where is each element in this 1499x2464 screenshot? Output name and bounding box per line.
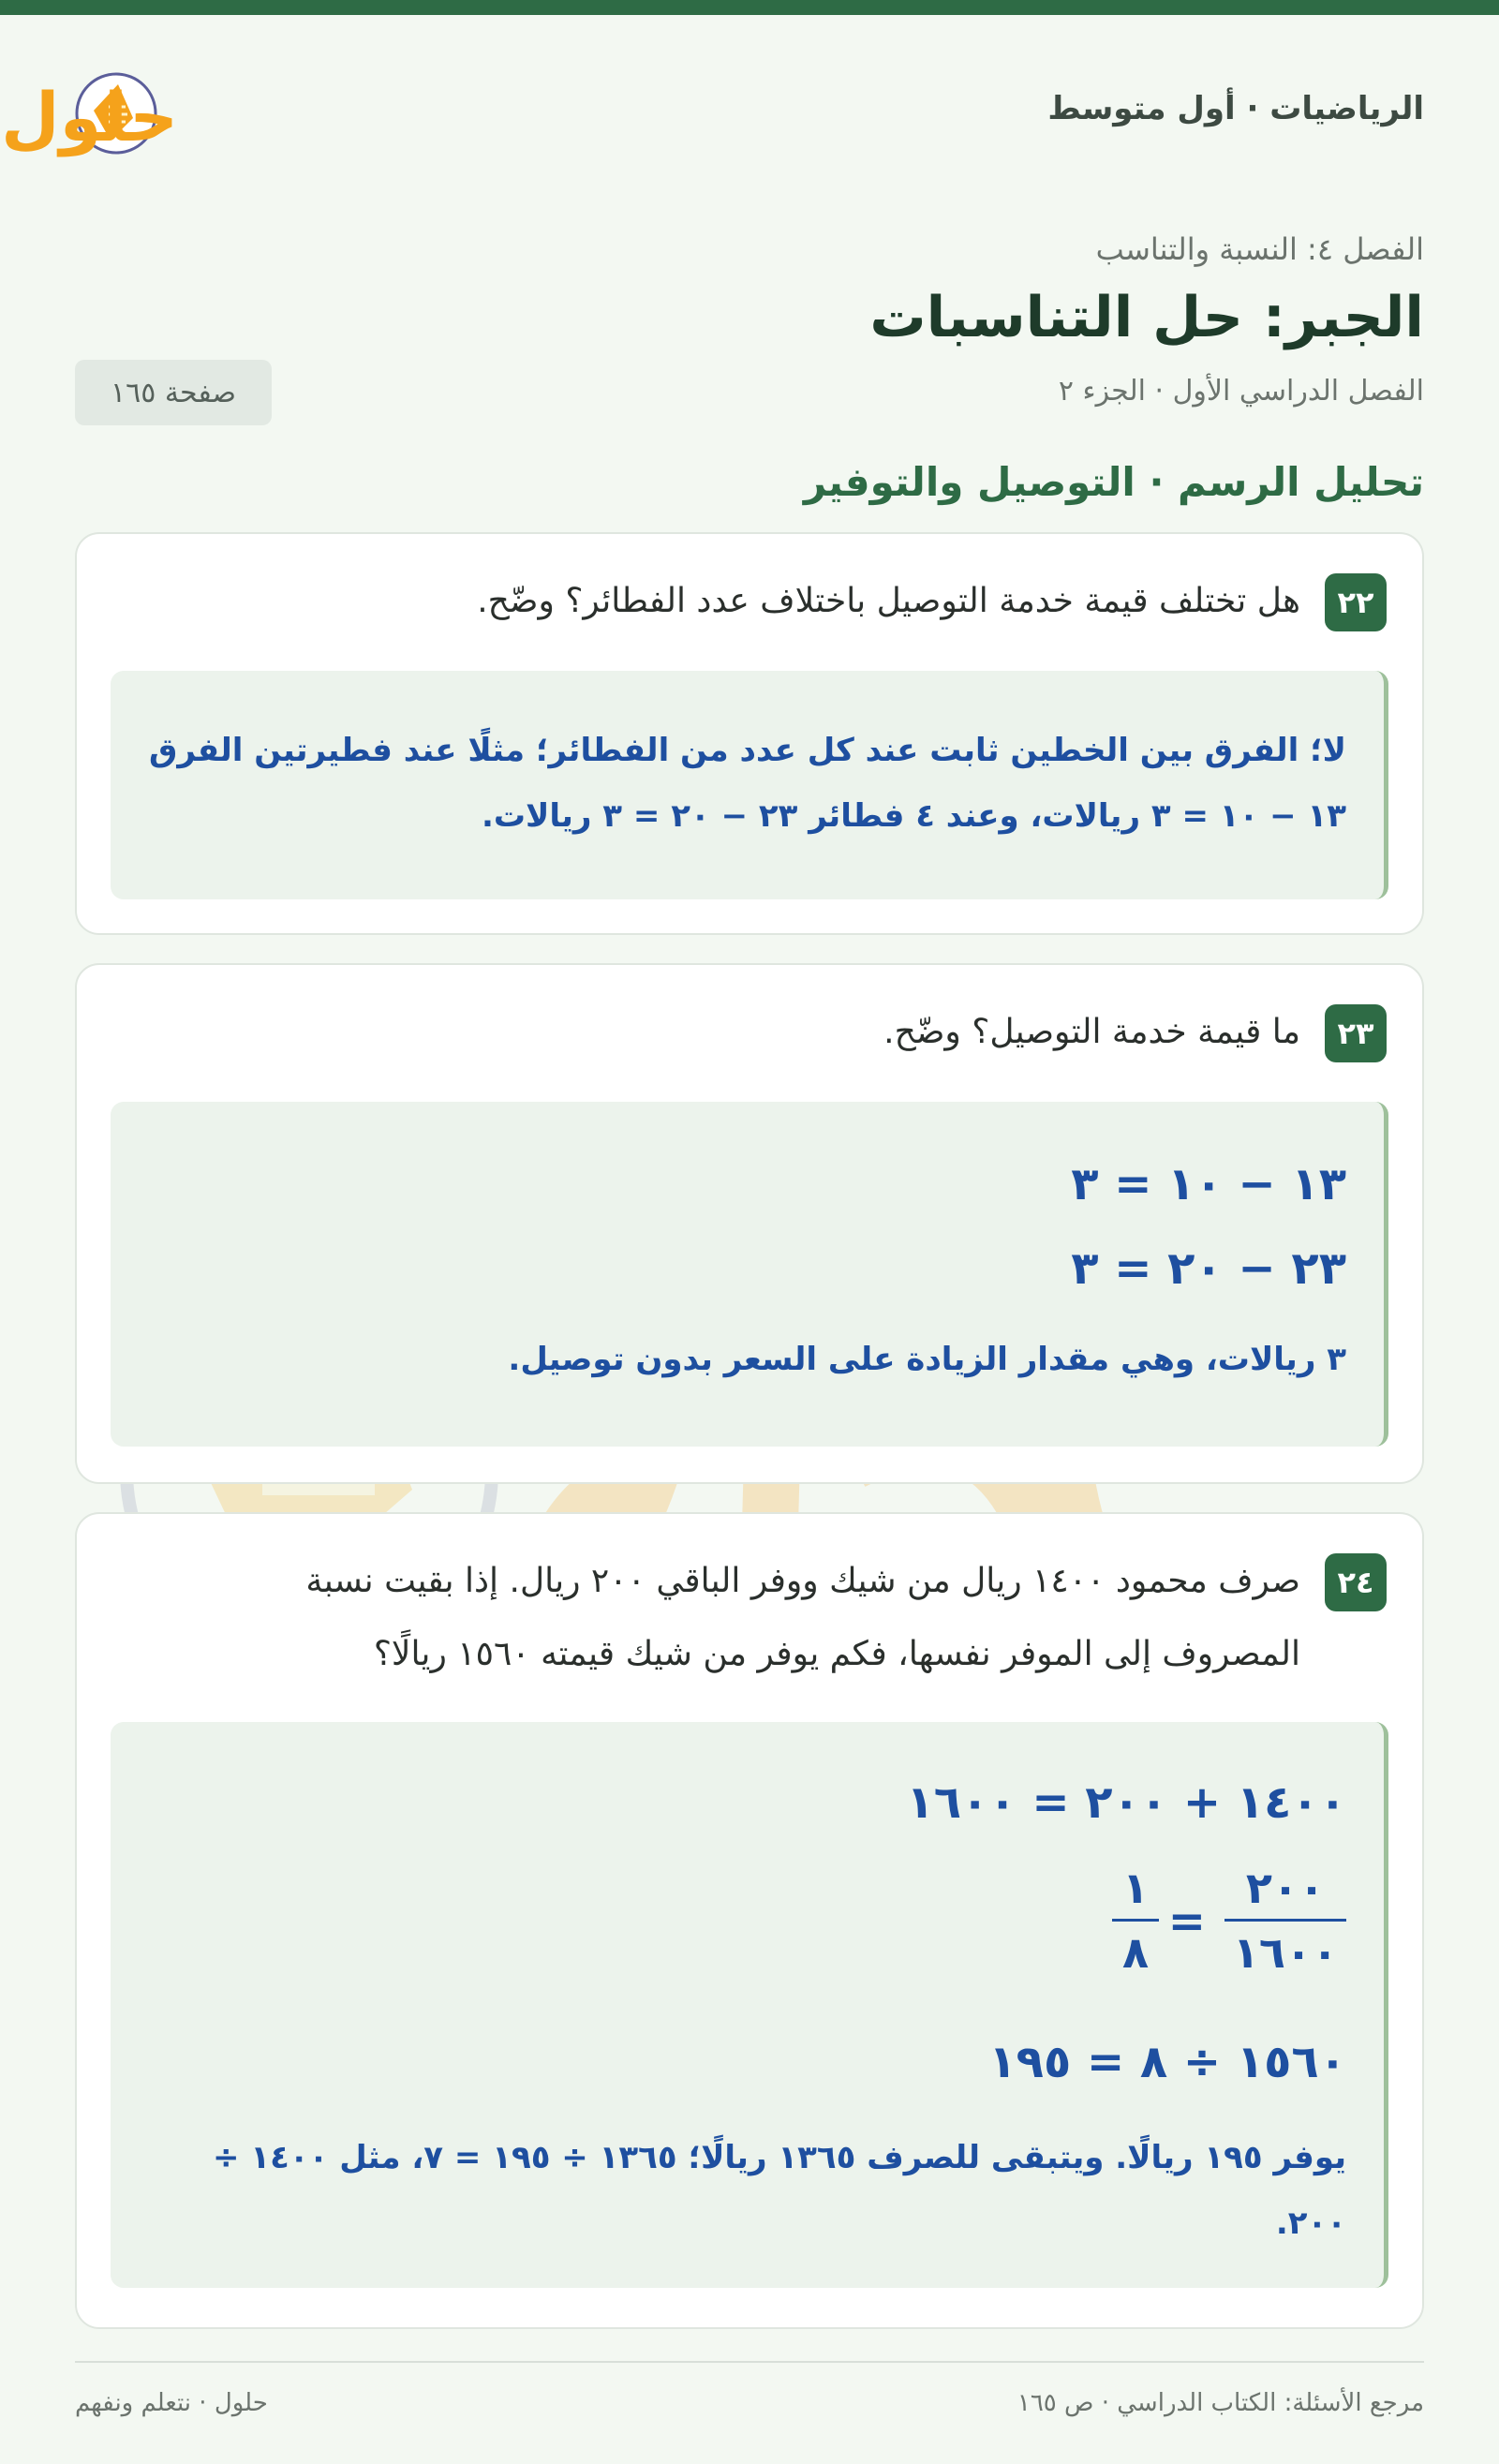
answer-note: ٢٠٠.	[1275, 2204, 1346, 2242]
footer-divider	[75, 2361, 1424, 2363]
question-text: المصروف إلى الموفر نفسها، فكم يوفر من شيك قيمته ١٥٦٠ ريالًا؟	[373, 1635, 1300, 1673]
question-number: ٢٢	[1325, 573, 1387, 631]
fraction-bar	[1112, 1919, 1159, 1922]
top-accent-bar	[0, 0, 1499, 15]
answer-box	[111, 1722, 1388, 2288]
fraction-1-8	[1112, 1863, 1159, 1978]
fraction-bar	[1224, 1919, 1346, 1922]
question-text: ما قيمة خدمة التوصيل؟ وضّح.	[883, 1013, 1300, 1051]
logo-text: حلول	[1, 78, 178, 156]
answer-equation: ١٥٦٠ ÷ ٨ = ١٩٥	[988, 2036, 1346, 2088]
question-card-24	[75, 1512, 1424, 2329]
meta-row	[75, 360, 1424, 450]
question-number: ٢٤	[1325, 1553, 1387, 1611]
answer-equation: ١٣ − ١٠ = ٣	[1071, 1158, 1346, 1210]
page-header	[1, 15, 1424, 223]
footer-brand: حلول · نتعلم ونفهم	[75, 2389, 268, 2417]
chapter-label: الفصل ٤: النسبة والتناسب	[1095, 231, 1424, 267]
fraction-denominator: ١٦٠٠	[1232, 1927, 1339, 1978]
section-heading: تحليل الرسم · التوصيل والتوفير	[803, 459, 1424, 505]
question-card-22	[75, 532, 1424, 935]
question-text: صرف محمود ١٤٠٠ ريال من شيك ووفر الباقي ٢٠٠ ريال. إذا بقيت نسبة	[305, 1562, 1300, 1600]
fraction-denominator: ٨	[1121, 1927, 1150, 1978]
answer-line: ١٣ − ١٠ = ٣ ريالات، وعند ٤ فطائر ٢٣ − ٢٠ = ٣ ريالات.	[481, 797, 1346, 835]
answer-box	[111, 671, 1388, 899]
footer-reference: مرجع الأسئلة: الكتاب الدراسي · ص ١٦٥	[1017, 2389, 1424, 2417]
semester-label: الفصل الدراسي الأول · الجزء ٢	[1058, 375, 1424, 408]
answer-note: يوفر ١٩٥ ريالًا. ويتبقى للصرف ١٣٦٥ ريالًا؛ ١٣٦٥ ÷ ١٩٥ = ٧، مثل ١٤٠٠ ÷	[213, 2139, 1346, 2176]
subject-label: الرياضيات · أول متوسط	[1047, 90, 1424, 127]
answer-equation: ١٤٠٠ + ٢٠٠ = ١٦٠٠	[906, 1776, 1346, 1829]
fraction-numerator: ١	[1121, 1863, 1150, 1913]
answer-box	[111, 1102, 1388, 1447]
question-card-23	[75, 963, 1424, 1484]
fraction-200-1600	[1224, 1863, 1346, 1978]
fraction-numerator: ٢٠٠	[1245, 1863, 1326, 1913]
answer-equation: ٢٣ − ٢٠ = ٣	[1071, 1242, 1346, 1295]
question-text: هل تختلف قيمة خدمة التوصيل باختلاف عدد الفطائر؟ وضّح.	[477, 582, 1300, 620]
answer-line: لا؛ الفرق بين الخطين ثابت عند كل عدد من الفطائر؛ مثلًا عند فطيرتين الفرق	[149, 732, 1346, 769]
hulul-logo[interactable]	[1, 62, 337, 165]
answer-note: ٣ ريالات، وهي مقدار الزيادة على السعر بدون توصيل.	[508, 1341, 1346, 1378]
equals-sign: =	[1167, 1895, 1206, 1948]
page-number-badge: صفحة ١٦٥	[75, 360, 272, 425]
question-number: ٢٣	[1325, 1004, 1387, 1062]
page-title: الجبر: حل التناسبات	[869, 285, 1424, 350]
page-content	[1, 15, 1424, 534]
